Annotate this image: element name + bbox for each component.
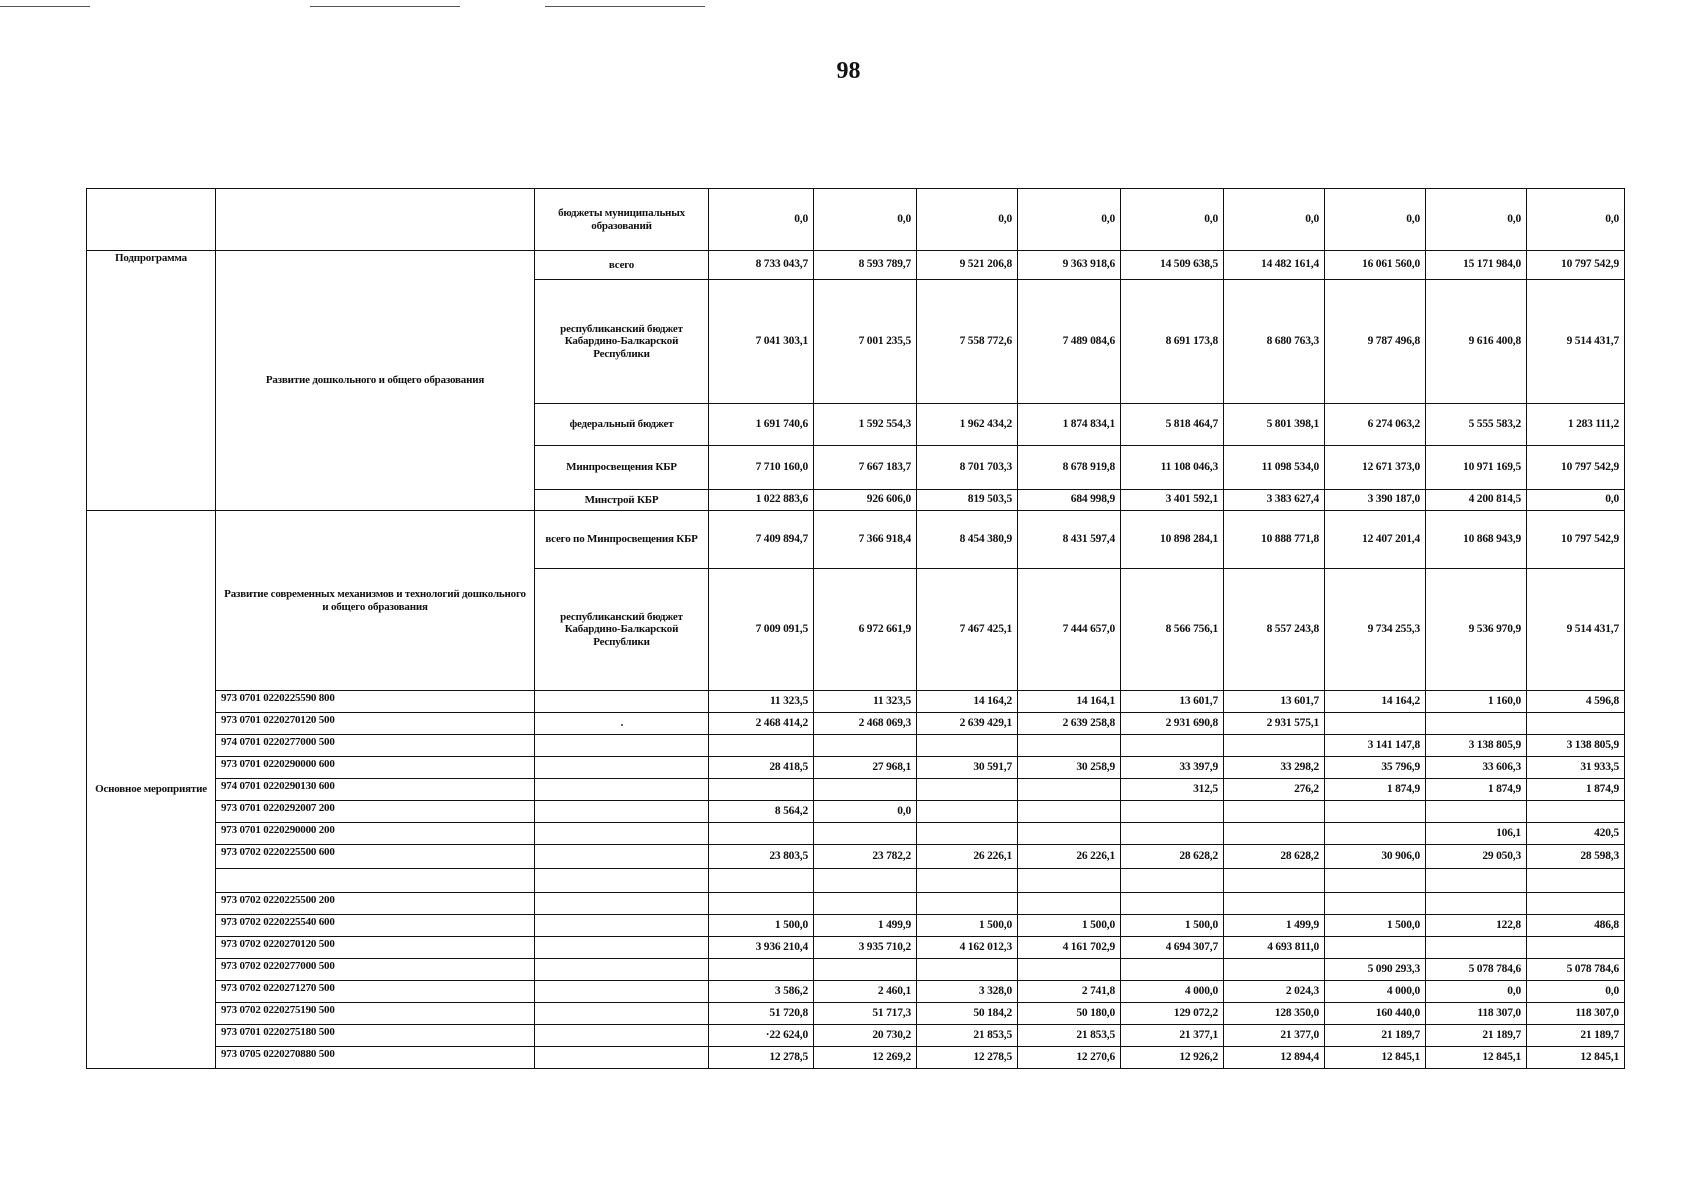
budget-code: 973 0701 0220292007 200 — [216, 801, 535, 823]
source-cell — [535, 713, 709, 735]
value-cell: 3 138 805,9 — [1426, 735, 1527, 757]
value-cell: 9 787 496,8 — [1325, 280, 1426, 404]
code-row — [87, 845, 1625, 869]
value-cell: 14 509 638,5 — [1121, 251, 1224, 280]
value-cell: 51 717,3 — [814, 1003, 917, 1025]
value-cell: 8 431 597,4 — [1018, 511, 1121, 569]
value-cell — [1121, 869, 1224, 893]
value-cell: 12 278,5 — [709, 1047, 814, 1069]
value-cell: 26 226,1 — [1018, 845, 1121, 869]
value-cell — [1426, 801, 1527, 823]
source-cell — [535, 757, 709, 779]
value-cell — [1224, 801, 1325, 823]
value-cell: 4 200 814,5 — [1426, 490, 1527, 511]
value-cell — [1224, 869, 1325, 893]
value-cell: 0,0 — [709, 189, 814, 251]
table-row — [87, 189, 1625, 251]
value-cell: 1 022 883,6 — [709, 490, 814, 511]
value-cell: 276,2 — [1224, 779, 1325, 801]
budget-code: 973 0701 0220225590 800 — [216, 691, 535, 713]
value-cell: 16 061 560,0 — [1325, 251, 1426, 280]
source-cell — [535, 823, 709, 845]
code-row — [87, 779, 1625, 801]
value-cell: 7 667 183,7 — [814, 446, 917, 490]
value-cell — [917, 959, 1018, 981]
value-cell — [917, 801, 1018, 823]
value-cell: 2 741,8 — [1018, 981, 1121, 1003]
value-cell — [1426, 893, 1527, 915]
source-cell: федеральный бюджет — [535, 404, 709, 446]
value-cell — [1224, 959, 1325, 981]
value-cell: 4 693 811,0 — [1224, 937, 1325, 959]
source-cell — [535, 1003, 709, 1025]
value-cell: 21 189,7 — [1325, 1025, 1426, 1047]
value-cell: 12 845,1 — [1325, 1047, 1426, 1069]
source-cell: всего по Минпросвещения КБР — [535, 511, 709, 569]
budget-code: 973 0701 0220290000 200 — [216, 823, 535, 845]
value-cell: 7 009 091,5 — [709, 569, 814, 691]
value-cell: 20 730,2 — [814, 1025, 917, 1047]
value-cell: 7 558 772,6 — [917, 280, 1018, 404]
value-cell: 6 972 661,9 — [814, 569, 917, 691]
value-cell: 7 710 160,0 — [709, 446, 814, 490]
value-cell: 5 078 784,6 — [1426, 959, 1527, 981]
name-cell — [216, 189, 535, 251]
value-cell: 21 377,1 — [1121, 1025, 1224, 1047]
value-cell: 7 444 657,0 — [1018, 569, 1121, 691]
value-cell: 21 853,5 — [1018, 1025, 1121, 1047]
value-cell: 21 377,0 — [1224, 1025, 1325, 1047]
value-cell: 30 906,0 — [1325, 845, 1426, 869]
value-cell: 8 557 243,8 — [1224, 569, 1325, 691]
source-cell — [535, 1025, 709, 1047]
value-cell: 31 933,5 — [1527, 757, 1625, 779]
value-cell — [1325, 801, 1426, 823]
source-cell — [535, 959, 709, 981]
value-cell: 3 935 710,2 — [814, 937, 917, 959]
value-cell: 33 397,9 — [1121, 757, 1224, 779]
value-cell: 15 171 984,0 — [1426, 251, 1527, 280]
value-cell: 10 797 542,9 — [1527, 251, 1625, 280]
value-cell: 11 323,5 — [709, 691, 814, 713]
value-cell: 1 592 554,3 — [814, 404, 917, 446]
code-row — [87, 893, 1625, 915]
value-cell — [1018, 823, 1121, 845]
value-cell: 7 409 894,7 — [709, 511, 814, 569]
budget-code: 973 0702 0220225500 600 — [216, 845, 535, 869]
budget-code: 973 0702 0220275190 500 — [216, 1003, 535, 1025]
level-label-main-activity: Основное мероприятие — [87, 511, 216, 1069]
source-cell — [535, 735, 709, 757]
value-cell: 30 258,9 — [1018, 757, 1121, 779]
value-cell: 35 796,9 — [1325, 757, 1426, 779]
budget-code: 973 0705 0220270880 500 — [216, 1047, 535, 1069]
value-cell: 0,0 — [814, 189, 917, 251]
value-cell: 28 628,2 — [1121, 845, 1224, 869]
code-row — [87, 981, 1625, 1003]
value-cell: 1 874 834,1 — [1018, 404, 1121, 446]
scan-artifact-line — [545, 6, 705, 7]
value-cell — [1121, 893, 1224, 915]
value-cell: 3 138 805,9 — [1527, 735, 1625, 757]
value-cell: 4 161 702,9 — [1018, 937, 1121, 959]
value-cell — [814, 823, 917, 845]
value-cell: 7 041 303,1 — [709, 280, 814, 404]
value-cell: 9 363 918,6 — [1018, 251, 1121, 280]
value-cell: 14 164,1 — [1018, 691, 1121, 713]
level-cell — [87, 189, 216, 251]
value-cell: 28 418,5 — [709, 757, 814, 779]
value-cell: 7 467 425,1 — [917, 569, 1018, 691]
value-cell: 7 366 918,4 — [814, 511, 917, 569]
value-cell: 1 874,9 — [1426, 779, 1527, 801]
budget-code: 973 0701 0220275180 500 — [216, 1025, 535, 1047]
subprogram-row — [87, 251, 1625, 280]
value-cell: 1 962 434,2 — [917, 404, 1018, 446]
source-cell: Минстрой КБР — [535, 490, 709, 511]
value-cell: 2 468 069,3 — [814, 713, 917, 735]
value-cell — [1224, 893, 1325, 915]
value-cell — [1325, 823, 1426, 845]
value-cell — [1018, 779, 1121, 801]
value-cell: 33 298,2 — [1224, 757, 1325, 779]
budget-code: 973 0702 0220270120 500 — [216, 937, 535, 959]
value-cell: 1 500,0 — [709, 915, 814, 937]
value-cell: 30 591,7 — [917, 757, 1018, 779]
value-cell: 2 024,3 — [1224, 981, 1325, 1003]
value-cell — [1018, 801, 1121, 823]
value-cell: 1 874,9 — [1325, 779, 1426, 801]
value-cell: 122,8 — [1426, 915, 1527, 937]
value-cell: 8 566 756,1 — [1121, 569, 1224, 691]
value-cell: 3 586,2 — [709, 981, 814, 1003]
value-cell: 0,0 — [1426, 189, 1527, 251]
value-cell: 9 514 431,7 — [1527, 569, 1625, 691]
value-cell: 8 564,2 — [709, 801, 814, 823]
value-cell: 1 500,0 — [917, 915, 1018, 937]
value-cell: 4 162 012,3 — [917, 937, 1018, 959]
code-row — [87, 735, 1625, 757]
value-cell: 13 601,7 — [1224, 691, 1325, 713]
budget-code: 974 0701 0220277000 500 — [216, 735, 535, 757]
value-cell — [814, 893, 917, 915]
value-cell: 7 489 084,6 — [1018, 280, 1121, 404]
value-cell: 0,0 — [917, 189, 1018, 251]
value-cell: 9 536 970,9 — [1426, 569, 1527, 691]
value-cell: 28 628,2 — [1224, 845, 1325, 869]
value-cell: 10 888 771,8 — [1224, 511, 1325, 569]
source-cell — [535, 691, 709, 713]
value-cell — [709, 779, 814, 801]
value-cell: 1 500,0 — [1325, 915, 1426, 937]
value-cell: 128 350,0 — [1224, 1003, 1325, 1025]
code-row — [87, 959, 1625, 981]
value-cell: 11 323,5 — [814, 691, 917, 713]
value-cell: 0,0 — [1527, 189, 1625, 251]
value-cell: 29 050,3 — [1426, 845, 1527, 869]
value-cell — [814, 869, 917, 893]
budget-code: 973 0702 0220225500 200 — [216, 893, 535, 915]
source-cell: бюджеты муниципальных образований — [535, 189, 709, 251]
value-cell: 12 407 201,4 — [1325, 511, 1426, 569]
value-cell — [1325, 713, 1426, 735]
value-cell: 8 678 919,8 — [1018, 446, 1121, 490]
value-cell: 118 307,0 — [1527, 1003, 1625, 1025]
scan-artifact-line — [0, 6, 90, 7]
code-row — [87, 937, 1625, 959]
value-cell — [1121, 823, 1224, 845]
value-cell: 8 680 763,3 — [1224, 280, 1325, 404]
value-cell — [917, 823, 1018, 845]
value-cell: 28 598,3 — [1527, 845, 1625, 869]
value-cell: 0,0 — [1018, 189, 1121, 251]
value-cell: 0,0 — [1527, 490, 1625, 511]
value-cell: 684 998,9 — [1018, 490, 1121, 511]
value-cell — [1121, 801, 1224, 823]
scan-artifact-line — [310, 6, 460, 7]
value-cell — [1527, 869, 1625, 893]
value-cell: 50 180,0 — [1018, 1003, 1121, 1025]
source-cell — [535, 1047, 709, 1069]
value-cell: 10 898 284,1 — [1121, 511, 1224, 569]
value-cell: 160 440,0 — [1325, 1003, 1426, 1025]
value-cell: 5 818 464,7 — [1121, 404, 1224, 446]
code-row — [87, 869, 1625, 893]
value-cell — [1325, 869, 1426, 893]
value-cell — [1325, 937, 1426, 959]
value-cell — [709, 893, 814, 915]
scan-dot — [621, 724, 623, 726]
value-cell: 1 160,0 — [1426, 691, 1527, 713]
value-cell — [814, 735, 917, 757]
value-cell: 26 226,1 — [917, 845, 1018, 869]
code-row — [87, 757, 1625, 779]
main-activity-row — [87, 511, 1625, 569]
value-cell: 312,5 — [1121, 779, 1224, 801]
value-cell: 12 278,5 — [917, 1047, 1018, 1069]
value-cell: 33 606,3 — [1426, 757, 1527, 779]
value-cell: 8 691 173,8 — [1121, 280, 1224, 404]
value-cell: 0,0 — [1121, 189, 1224, 251]
value-cell: 51 720,8 — [709, 1003, 814, 1025]
budget-code: 973 0701 0220290000 600 — [216, 757, 535, 779]
value-cell — [1426, 937, 1527, 959]
code-row — [87, 801, 1625, 823]
budget-code: 973 0702 0220271270 500 — [216, 981, 535, 1003]
value-cell — [1018, 735, 1121, 757]
value-cell — [1527, 713, 1625, 735]
code-row — [87, 915, 1625, 937]
value-cell: 129 072,2 — [1121, 1003, 1224, 1025]
value-cell: 13 601,7 — [1121, 691, 1224, 713]
budget-code — [216, 869, 535, 893]
value-cell — [814, 959, 917, 981]
value-cell — [709, 823, 814, 845]
value-cell: 23 803,5 — [709, 845, 814, 869]
value-cell: 14 482 161,4 — [1224, 251, 1325, 280]
value-cell: 4 596,8 — [1527, 691, 1625, 713]
value-cell: 0,0 — [1527, 981, 1625, 1003]
value-cell — [709, 869, 814, 893]
value-cell — [709, 959, 814, 981]
value-cell: 0,0 — [1224, 189, 1325, 251]
value-cell: 12 269,2 — [814, 1047, 917, 1069]
value-cell — [1018, 959, 1121, 981]
value-cell: 106,1 — [1426, 823, 1527, 845]
value-cell — [1018, 893, 1121, 915]
value-cell: 1 283 111,2 — [1527, 404, 1625, 446]
value-cell: 6 274 063,2 — [1325, 404, 1426, 446]
value-cell: 5 078 784,6 — [1527, 959, 1625, 981]
source-cell — [535, 915, 709, 937]
value-cell: 1 500,0 — [1018, 915, 1121, 937]
value-cell: 0,0 — [1426, 981, 1527, 1003]
value-cell: 11 098 534,0 — [1224, 446, 1325, 490]
value-cell: 3 141 147,8 — [1325, 735, 1426, 757]
value-cell: ·22 624,0 — [709, 1025, 814, 1047]
value-cell: 2 460,1 — [814, 981, 917, 1003]
value-cell: 8 454 380,9 — [917, 511, 1018, 569]
value-cell: 10 797 542,9 — [1527, 446, 1625, 490]
code-row — [87, 1047, 1625, 1069]
value-cell — [1224, 823, 1325, 845]
value-cell: 11 108 046,3 — [1121, 446, 1224, 490]
value-cell: 9 514 431,7 — [1527, 280, 1625, 404]
value-cell: 9 734 255,3 — [1325, 569, 1426, 691]
value-cell: 1 499,9 — [1224, 915, 1325, 937]
value-cell: 8 701 703,3 — [917, 446, 1018, 490]
value-cell: 12 270,6 — [1018, 1047, 1121, 1069]
code-row — [87, 823, 1625, 845]
value-cell: 486,8 — [1527, 915, 1625, 937]
value-cell: 118 307,0 — [1426, 1003, 1527, 1025]
page-number: 98 — [836, 58, 861, 84]
source-cell: республиканский бюджет Кабардино-Балкарской Республики — [535, 569, 709, 691]
value-cell: 2 639 258,8 — [1018, 713, 1121, 735]
value-cell: 10 971 169,5 — [1426, 446, 1527, 490]
value-cell — [1426, 713, 1527, 735]
source-cell: республиканский бюджет Кабардино-Балкарской Республики — [535, 280, 709, 404]
code-row — [87, 713, 1625, 735]
value-cell: 10 797 542,9 — [1527, 511, 1625, 569]
level-label-subprogram: Подпрограмма — [87, 251, 216, 511]
value-cell: 1 499,9 — [814, 915, 917, 937]
value-cell: 21 853,5 — [917, 1025, 1018, 1047]
value-cell — [1527, 893, 1625, 915]
value-cell — [1018, 869, 1121, 893]
source-cell — [535, 845, 709, 869]
value-cell: 12 671 373,0 — [1325, 446, 1426, 490]
source-cell: всего — [535, 251, 709, 280]
value-cell: 14 164,2 — [917, 691, 1018, 713]
value-cell: 2 931 690,8 — [1121, 713, 1224, 735]
value-cell: 1 874,9 — [1527, 779, 1625, 801]
value-cell: 21 189,7 — [1527, 1025, 1625, 1047]
value-cell: 3 383 627,4 — [1224, 490, 1325, 511]
value-cell: 10 868 943,9 — [1426, 511, 1527, 569]
value-cell — [814, 779, 917, 801]
code-row — [87, 1003, 1625, 1025]
value-cell: 14 164,2 — [1325, 691, 1426, 713]
value-cell: 2 639 429,1 — [917, 713, 1018, 735]
source-cell — [535, 779, 709, 801]
subprogram-name: Развитие дошкольного и общего образования — [216, 251, 535, 511]
value-cell: 3 328,0 — [917, 981, 1018, 1003]
value-cell: 5 801 398,1 — [1224, 404, 1325, 446]
value-cell: 3 936 210,4 — [709, 937, 814, 959]
value-cell — [917, 735, 1018, 757]
value-cell — [1426, 869, 1527, 893]
source-cell — [535, 869, 709, 893]
value-cell — [1325, 893, 1426, 915]
budget-code: 974 0701 0220290130 600 — [216, 779, 535, 801]
code-row — [87, 1025, 1625, 1047]
value-cell — [917, 869, 1018, 893]
value-cell: 9 616 400,8 — [1426, 280, 1527, 404]
value-cell: 5 555 583,2 — [1426, 404, 1527, 446]
value-cell: 8 733 043,7 — [709, 251, 814, 280]
value-cell: 1 691 740,6 — [709, 404, 814, 446]
value-cell: 12 845,1 — [1527, 1047, 1625, 1069]
value-cell: 1 500,0 — [1121, 915, 1224, 937]
main-activity-name: Развитие современных механизмов и технологий дошкольного и общего образования — [216, 511, 535, 691]
value-cell: 0,0 — [814, 801, 917, 823]
value-cell — [917, 779, 1018, 801]
value-cell: 4 000,0 — [1121, 981, 1224, 1003]
value-cell: 23 782,2 — [814, 845, 917, 869]
source-cell — [535, 893, 709, 915]
value-cell: 3 390 187,0 — [1325, 490, 1426, 511]
value-cell: 819 503,5 — [917, 490, 1018, 511]
source-cell: Минпросвещения КБР — [535, 446, 709, 490]
value-cell: 420,5 — [1527, 823, 1625, 845]
value-cell: 50 184,2 — [917, 1003, 1018, 1025]
value-cell: 2 931 575,1 — [1224, 713, 1325, 735]
value-cell: 3 401 592,1 — [1121, 490, 1224, 511]
budget-code: 973 0702 0220277000 500 — [216, 959, 535, 981]
value-cell — [917, 893, 1018, 915]
code-row — [87, 691, 1625, 713]
value-cell — [1224, 735, 1325, 757]
budget-code: 973 0701 0220270120 500 — [216, 713, 535, 735]
value-cell: 12 926,2 — [1121, 1047, 1224, 1069]
value-cell: 5 090 293,3 — [1325, 959, 1426, 981]
value-cell — [709, 735, 814, 757]
value-cell: 0,0 — [1325, 189, 1426, 251]
source-cell — [535, 981, 709, 1003]
source-cell — [535, 937, 709, 959]
value-cell — [1121, 959, 1224, 981]
value-cell: 2 468 414,2 — [709, 713, 814, 735]
value-cell — [1527, 937, 1625, 959]
value-cell — [1527, 801, 1625, 823]
value-cell: 4 694 307,7 — [1121, 937, 1224, 959]
value-cell: 21 189,7 — [1426, 1025, 1527, 1047]
source-cell — [535, 801, 709, 823]
value-cell: 12 845,1 — [1426, 1047, 1527, 1069]
value-cell: 27 968,1 — [814, 757, 917, 779]
value-cell: 12 894,4 — [1224, 1047, 1325, 1069]
value-cell: 8 593 789,7 — [814, 251, 917, 280]
value-cell: 9 521 206,8 — [917, 251, 1018, 280]
value-cell — [1121, 735, 1224, 757]
value-cell: 4 000,0 — [1325, 981, 1426, 1003]
value-cell: 926 606,0 — [814, 490, 917, 511]
budget-table — [86, 188, 1625, 1069]
value-cell: 7 001 235,5 — [814, 280, 917, 404]
budget-code: 973 0702 0220225540 600 — [216, 915, 535, 937]
